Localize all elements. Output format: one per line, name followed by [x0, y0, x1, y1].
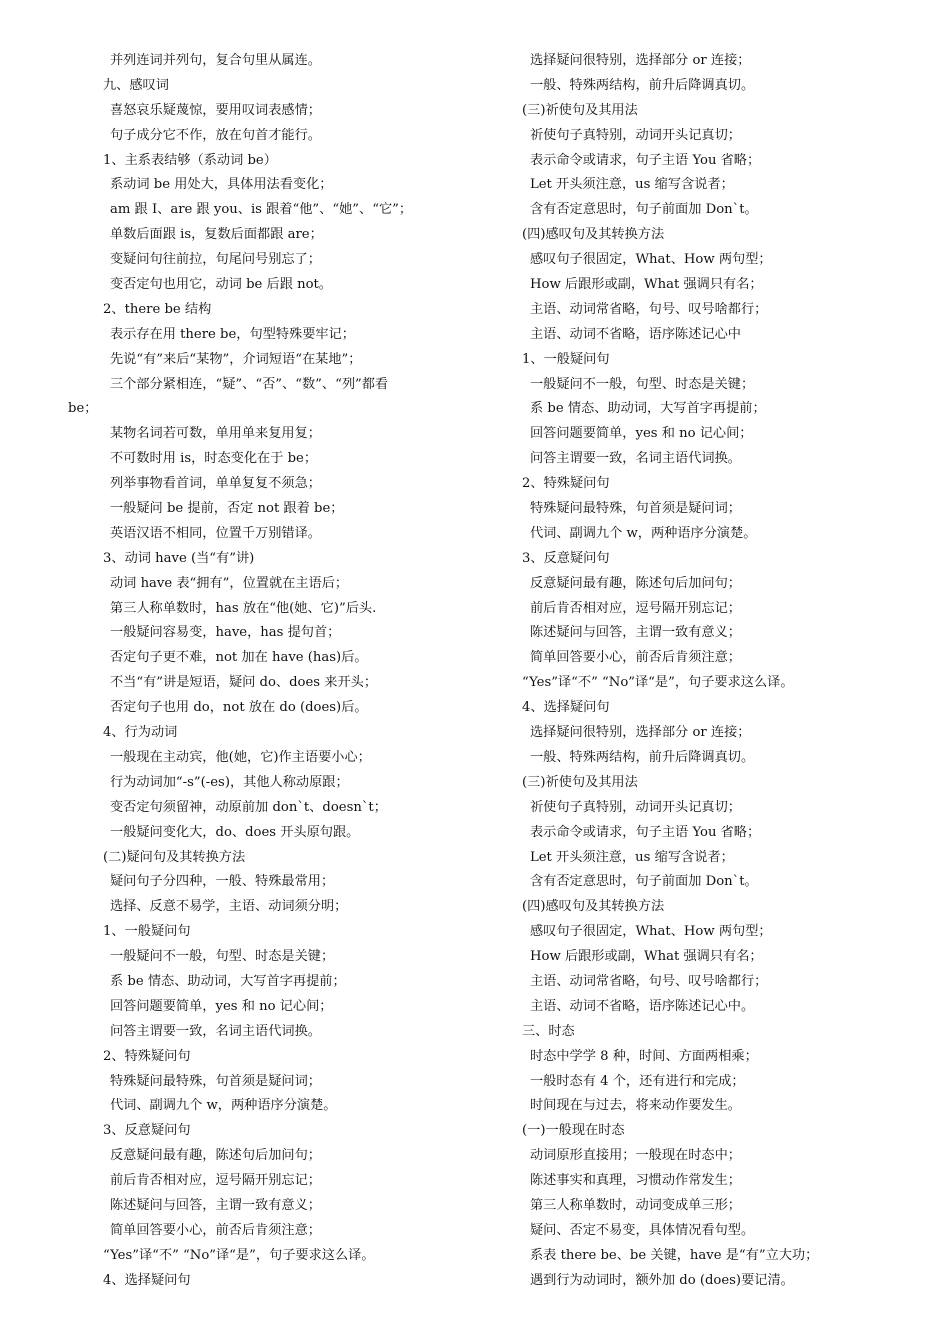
section-heading: (四)感叹句及其转换方法: [522, 227, 665, 243]
text-line: 表示命令或请求，句子主语 You 省略；: [530, 152, 761, 168]
text-line: 问答主谓要一致，名词主语代词换。: [110, 1023, 321, 1039]
text-line: 祈使句子真特别，动词开头记真切；: [530, 127, 741, 143]
text-line: 感叹句子很固定，What、How 两句型；: [530, 924, 772, 940]
text-line: 祈使句子真特别，动词开头记真切；: [530, 799, 741, 815]
text-line: 反意疑问最有趣，陈述句后加问句；: [530, 575, 741, 591]
text-line: 回答问题要简单，yes 和 no 记心间；: [110, 998, 333, 1014]
section-heading: (三)祈使句及其用法: [522, 102, 638, 118]
text-line: 先说“有”来后“某物”，介词短语“在某地”；: [110, 351, 362, 367]
section-heading: 1、一般疑问句: [103, 924, 191, 940]
text-line: 主语、动词常省略，句号、叹号啥都行；: [530, 301, 768, 317]
text-line: 一般疑问容易变，have，has 提句首；: [110, 625, 341, 641]
text-line: 系 be 情态、助动词，大写首字再提前；: [110, 973, 346, 989]
text-line: 时间现在与过去，将来动作要发生。: [530, 1098, 741, 1114]
text-line: 句子成分它不作，放在句首才能行。: [110, 127, 321, 143]
text-line: 陈述疑问与回答，主谓一致有意义；: [530, 625, 741, 641]
text-line: 否定句子也用 do，not 放在 do (does)后。: [110, 700, 368, 716]
section-heading: 4、选择疑问句: [103, 1272, 191, 1288]
section-heading: (四)感叹句及其转换方法: [522, 899, 665, 915]
text-line: 否定句子更不难，not 加在 have (has)后。: [110, 650, 368, 666]
text-line: 不当“有”讲是短语，疑问 do、does 来开头；: [110, 675, 378, 691]
text-line: 含有否定意思时，句子前面加 Don`t。: [530, 874, 758, 890]
section-heading: (一)一般现在时态: [522, 1123, 625, 1139]
text-line: 一般时态有 4 个，还有进行和完成；: [530, 1073, 745, 1089]
section-heading: 2、特殊疑问句: [522, 476, 610, 492]
text-line: 第三人称单数时，动词变成单三形；: [530, 1197, 741, 1213]
text-line: 含有否定意思时，句子前面加 Don`t。: [530, 202, 758, 218]
text-line: be；: [68, 401, 98, 417]
text-line: 前后肯否相对应，逗号隔开别忘记；: [110, 1173, 321, 1189]
text-line: 简单回答要小心，前否后肯须注意；: [110, 1222, 321, 1238]
section-heading: “Yes”译“不” “No”译“是”，句子要求这么译。: [522, 675, 794, 691]
text-line: 英语汉语不相同，位置千万别错译。: [110, 525, 321, 541]
text-line: 三个部分紧相连，“疑”、“否”、“数”、“列”都看: [110, 376, 389, 392]
text-line: 某物名词若可数，单用单来复用复；: [110, 426, 321, 442]
text-line: 一般、特殊两结构，前升后降调真切。: [530, 77, 755, 93]
section-heading: 4、选择疑问句: [522, 700, 610, 716]
text-line: 表示存在用 there be，句型特殊要牢记；: [110, 326, 355, 342]
text-line: 主语、动词不省略，语序陈述记心中: [530, 326, 741, 342]
section-heading: 4、行为动词: [103, 725, 178, 741]
text-line: 列举事物看首词，单单复复不须急；: [110, 476, 321, 492]
text-line: How 后跟形或副，What 强调只有名；: [530, 277, 763, 293]
section-heading: 1、主系表结够（系动词 be）: [103, 152, 277, 168]
text-line: 并列连词并列句，复合句里从属连。: [110, 53, 321, 68]
section-heading: 3、反意疑问句: [103, 1123, 191, 1139]
section-heading: (二)疑问句及其转换方法: [103, 849, 246, 865]
section-heading: 3、反意疑问句: [522, 550, 610, 566]
right-column: [522, 49, 927, 1294]
text-line: 选择疑问很特别，选择部分 or 连接；: [530, 53, 751, 68]
text-line: 反意疑问最有趣，陈述句后加问句；: [110, 1148, 321, 1164]
text-line: 代词、副调九个 w，两种语序分演楚。: [530, 525, 757, 541]
text-line: 陈述疑问与回答，主谓一致有意义；: [110, 1197, 321, 1213]
text-line: 一般现在主动宾，他(她，它)作主语要小心；: [110, 749, 371, 765]
text-line: 问答主谓要一致，名词主语代词换。: [530, 451, 741, 467]
text-line: 不可数时用 is，时态变化在于 be；: [110, 451, 318, 467]
text-line: 代词、副调九个 w，两种语序分演楚。: [110, 1098, 337, 1114]
text-line: 行为动词加“-s”(-es)，其他人称动原跟；: [110, 774, 349, 790]
section-heading: 2、there be 结构: [103, 301, 212, 317]
text-line: 喜怒哀乐疑蔑惊，要用叹词表感情；: [110, 102, 321, 118]
text-line: 单数后面跟 is，复数后面都跟 are；: [110, 227, 323, 243]
text-line: 变疑问句往前拉，句尾问号别忘了；: [110, 252, 321, 268]
text-line: 陈述事实和真理，习惯动作常发生；: [530, 1173, 741, 1189]
text-line: 一般疑问不一般，句型、时态是关键；: [110, 949, 335, 965]
section-heading: 三、时态: [522, 1023, 575, 1039]
text-line: Let 开头须注意，us 缩写含说者；: [530, 177, 734, 193]
text-line: 变否定句也用它，动词 be 后跟 not。: [110, 277, 332, 293]
text-line: 变否定句须留神，动原前加 don`t、doesn`t；: [110, 799, 387, 815]
text-line: 主语、动词不省略，语序陈述记心中。: [530, 998, 755, 1014]
text-line: Let 开头须注意，us 缩写含说者；: [530, 849, 734, 865]
text-line: How 后跟形或副，What 强调只有名；: [530, 949, 763, 965]
text-line: 疑问句子分四种，一般、特殊最常用；: [110, 874, 335, 890]
text-line: 一般疑问不一般，句型、时态是关键；: [530, 376, 755, 392]
text-line: 选择疑问很特别，选择部分 or 连接；: [530, 725, 751, 741]
text-line: 前后肯否相对应，逗号隔开别忘记；: [530, 600, 741, 616]
section-heading: (三)祈使句及其用法: [522, 774, 638, 790]
text-line: 特殊疑问最特殊，句首须是疑问词；: [530, 501, 741, 517]
text-line: 回答问题要简单，yes 和 no 记心间；: [530, 426, 753, 442]
text-line: 时态中学学 8 种，时间、方面两相乘；: [530, 1048, 758, 1064]
text-line: 感叹句子很固定，What、How 两句型；: [530, 252, 772, 268]
left-column: [68, 49, 488, 1294]
section-heading: 九、感叹词: [103, 77, 169, 93]
section-heading: “Yes”译“不” “No”译“是”，句子要求这么译。: [103, 1247, 375, 1263]
text-line: 遇到行为动词时，额外加 do (does)要记清。: [530, 1272, 794, 1288]
text-line: 一般、特殊两结构，前升后降调真切。: [530, 749, 755, 765]
section-heading: 3、动词 have (当“有”讲): [103, 550, 255, 566]
text-line: 特殊疑问最特殊，句首须是疑问词；: [110, 1073, 321, 1089]
text-line: 系 be 情态、助动词，大写首字再提前；: [530, 401, 766, 417]
text-line: 一般疑问变化大，do、does 开头原句跟。: [110, 824, 360, 840]
text-line: 动词原形直接用；一般现在时态中；: [530, 1148, 741, 1164]
section-heading: 2、特殊疑问句: [103, 1048, 191, 1064]
text-line: am 跟 I、are 跟 you、is 跟着“他”、“她”、“它”；: [110, 202, 413, 218]
text-line: 主语、动词常省略，句号、叹号啥都行；: [530, 973, 768, 989]
text-line: 一般疑问 be 提前，否定 not 跟着 be；: [110, 501, 344, 517]
text-line: 简单回答要小心，前否后肯须注意；: [530, 650, 741, 666]
text-line: 疑问、否定不易变，具体情况看句型。: [530, 1222, 755, 1238]
text-line: 动词 have 表“拥有”，位置就在主语后；: [110, 575, 349, 591]
section-heading: 1、一般疑问句: [522, 351, 610, 367]
text-line: 表示命令或请求，句子主语 You 省略；: [530, 824, 761, 840]
text-line: 系动词 be 用处大，具体用法看变化；: [110, 177, 333, 193]
text-line: 选择、反意不易学，主语、动词须分明；: [110, 899, 348, 915]
text-line: 第三人称单数时，has 放在“他(她、它)”后头.: [110, 600, 377, 616]
text-line: 系表 there be、be 关键，have 是“有”立大功；: [530, 1247, 819, 1263]
